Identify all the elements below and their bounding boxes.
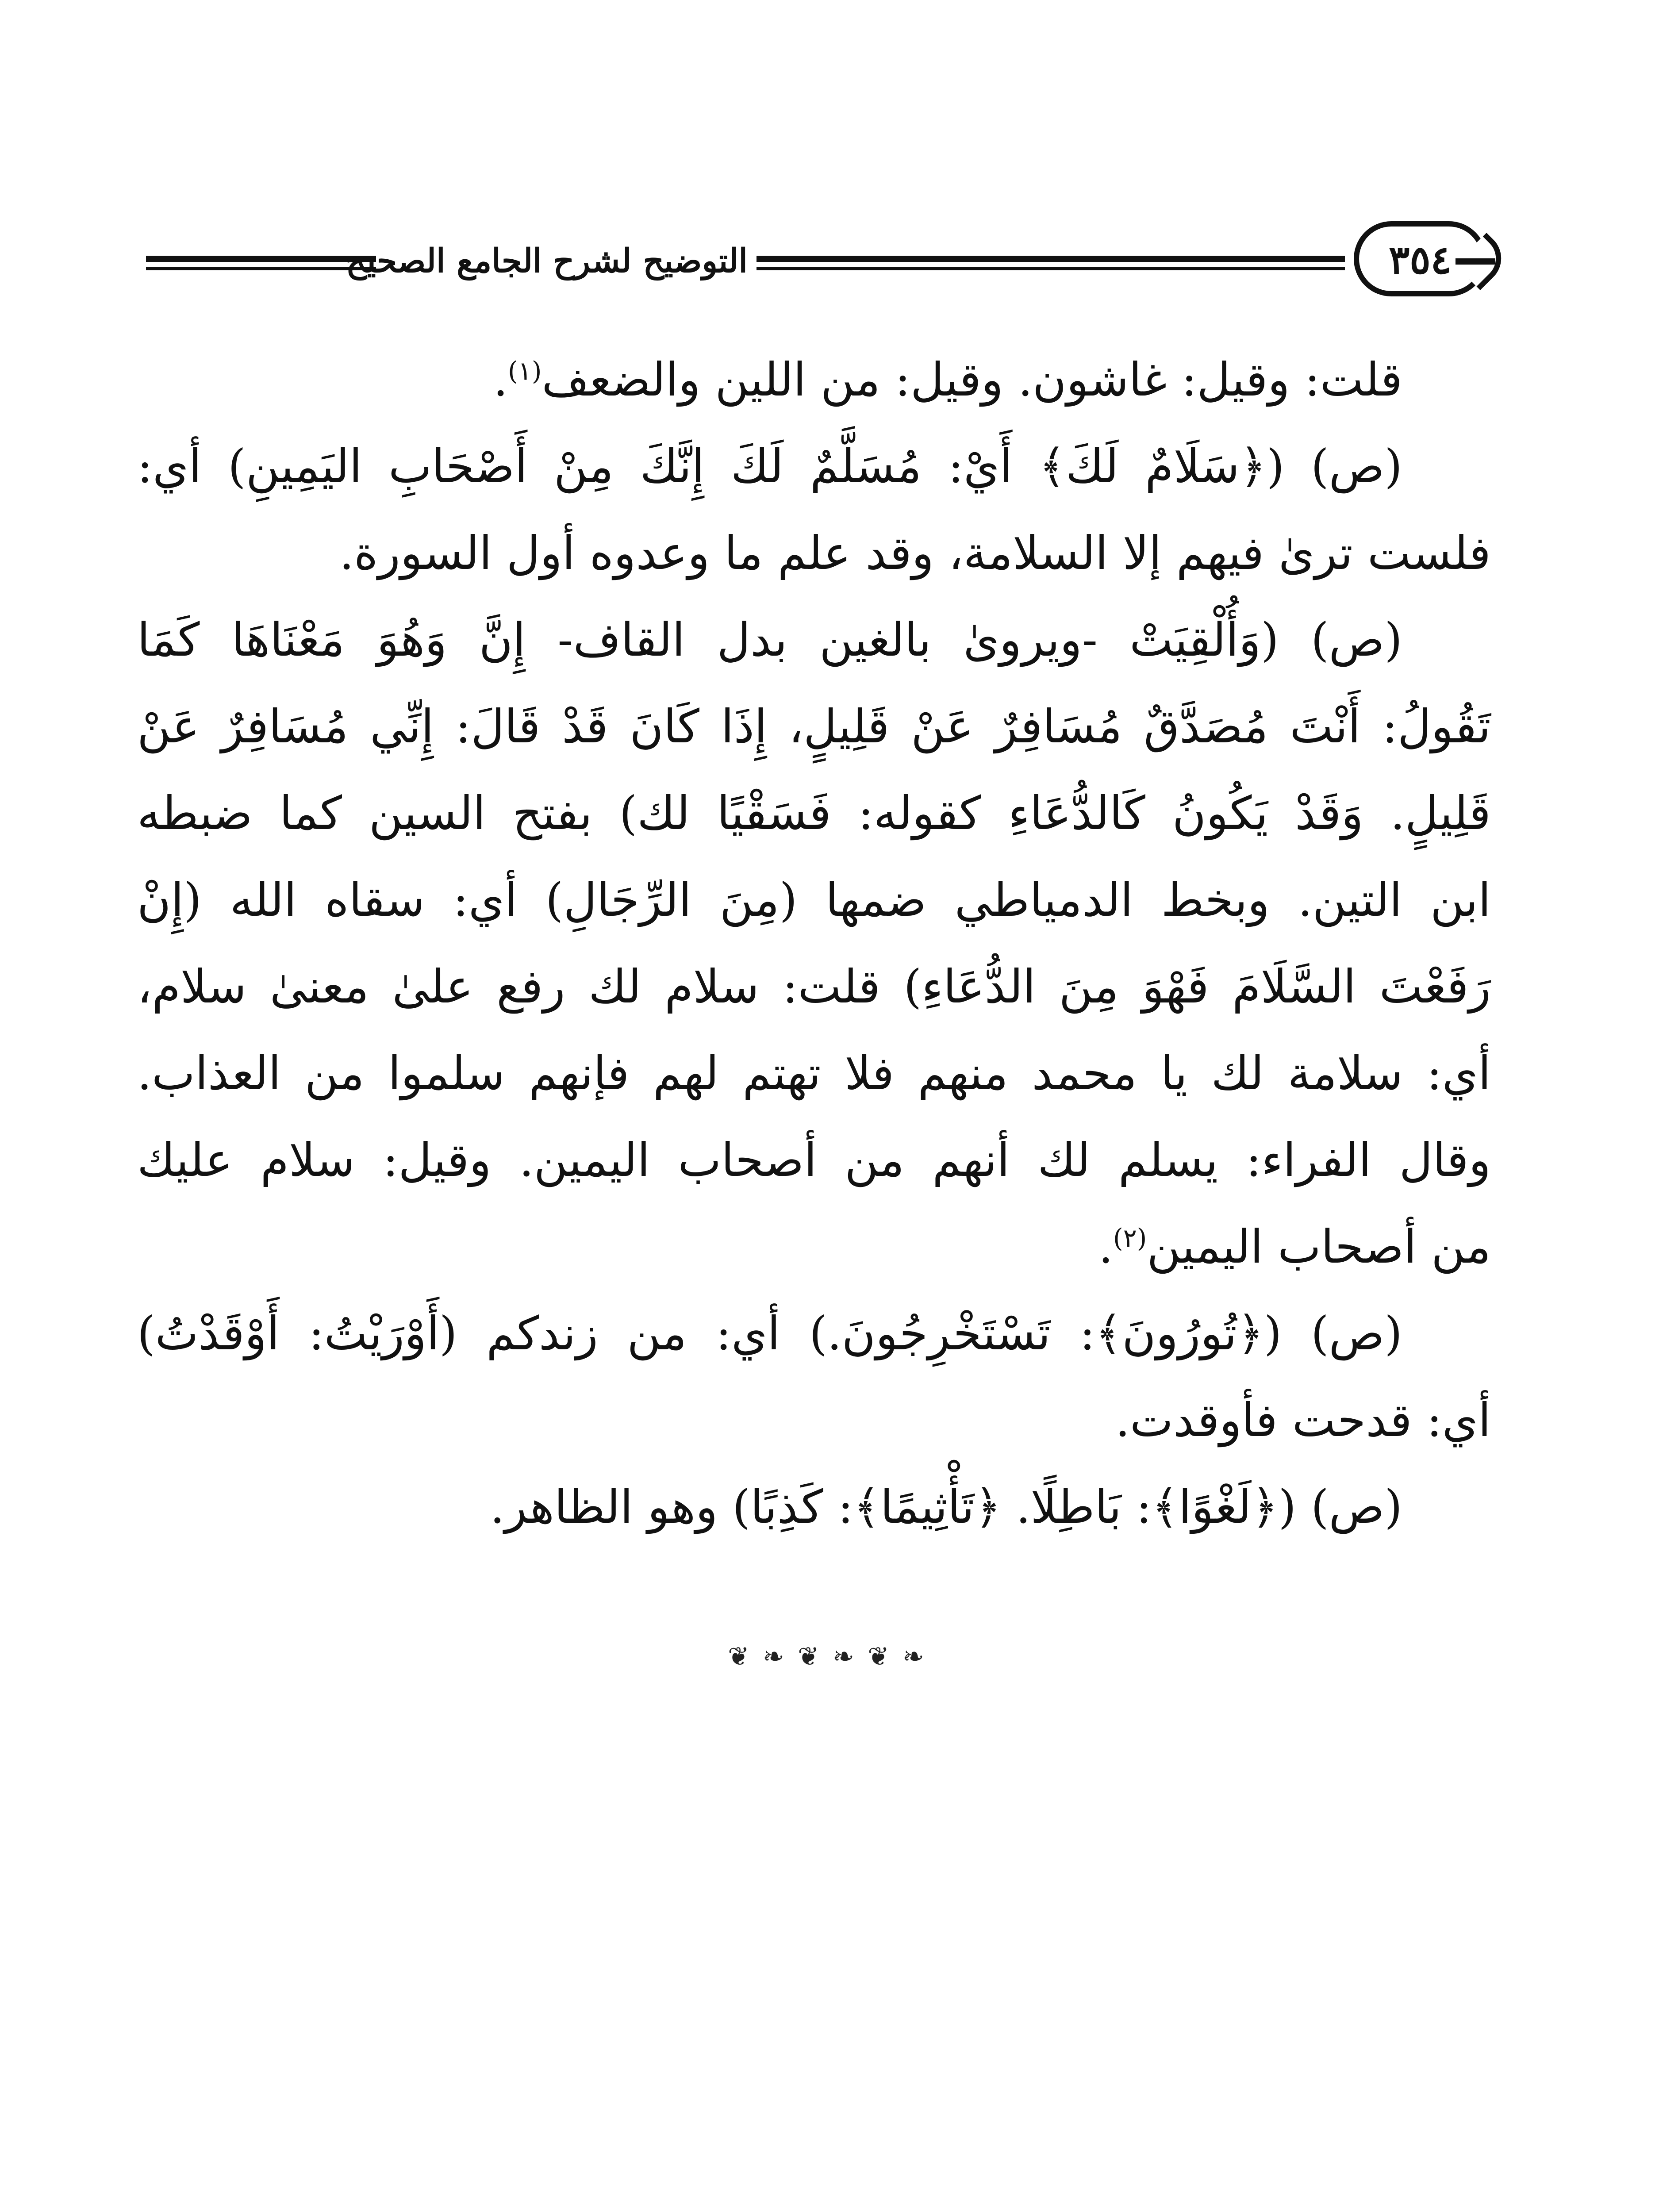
running-header <box>146 221 1495 305</box>
header-rule-middle-thin <box>757 267 1345 270</box>
text-line: (ص) (﴿تُورُونَ﴾: تَسْتَخْرِجُونَ.) أي: من زندكم (أَوْرَيْتُ: أَوْقَدْتُ) <box>137 1306 1402 1360</box>
text-line: تَقُولُ: أَنْتَ مُصَدَّقٌ مُسَافِرٌ عَنْ قَلِيلٍ، إِذَا كَانَ قَدْ قَالَ: إِنِّي مُسَافِرٌ عَنْ <box>137 699 1491 753</box>
footnote-ref: (٢) <box>1113 1223 1147 1253</box>
text-line: ابن التين. وبخط الدمياطي ضمها (مِنَ الرِّجَالِ) أي: سقاه الله (إِنْ <box>137 873 1491 927</box>
main-text <box>137 336 1491 1550</box>
header-rule-right <box>1455 258 1495 265</box>
text-line: (ص) (وَأُلْقِيَتْ -ويروىٰ بالغين بدل القاف- إِنَّ وَهُوَ مَعْنَاهَا كَمَا <box>137 613 1402 667</box>
header-rule-left-thin <box>146 267 376 270</box>
book-title: التوضيح لشرح الجامع الصحيح <box>346 242 748 280</box>
text-line: أي: قدحت فأوقدت. <box>1115 1393 1491 1447</box>
text-line: قلت: وقيل: غاشون. وقيل: من اللين والضعف$^{(١)}$. <box>493 353 1402 407</box>
text-line: قَلِيلٍ. وَقَدْ يَكُونُ كَالدُّعَاءِ كقوله: فَسَقْيًا لك) بفتح السين كما ضبطه <box>137 786 1491 840</box>
header-rule-left <box>146 256 376 262</box>
text-line: (ص) (﴿لَغْوًا﴾: بَاطِلًا. ﴿تَأْثِيمًا﴾: كَذِبًا) وهو الظاهر. <box>490 1480 1402 1534</box>
header-rule-middle <box>757 256 1345 262</box>
footnote-ref: (١) <box>508 356 542 386</box>
text-line: فلست ترىٰ فيهم إلا السلامة، وقد علم ما وعدوه أول السورة. <box>339 526 1491 580</box>
text-line: وقال الفراء: يسلم لك أنهم من أصحاب اليمين. وقيل: سلام عليك <box>137 1133 1491 1187</box>
text-line: أي: سلامة لك يا محمد منهم فلا تهتم لهم فإنهم سلموا من العذاب. <box>137 1046 1491 1100</box>
section-ornament: ❦ ❧ ❦ ❧ ❦ ❧ <box>728 1641 927 1671</box>
text-line: رَفَعْتَ السَّلَامَ فَهْوَ مِنَ الدُّعَاءِ) قلت: سلام لك رفع علىٰ معنىٰ سلام، <box>137 960 1491 1014</box>
page-number: ٣٥٤ <box>1354 221 1486 296</box>
text-line: (ص) (﴿سَلَامٌ لَكَ﴾ أَيْ: مُسَلَّمٌ لَكَ إِنَّكَ مِنْ أَصْحَابِ اليَمِينِ) أي: <box>137 439 1403 493</box>
text-line: من أصحاب اليمين$^{(٢)}$. <box>1098 1220 1491 1274</box>
